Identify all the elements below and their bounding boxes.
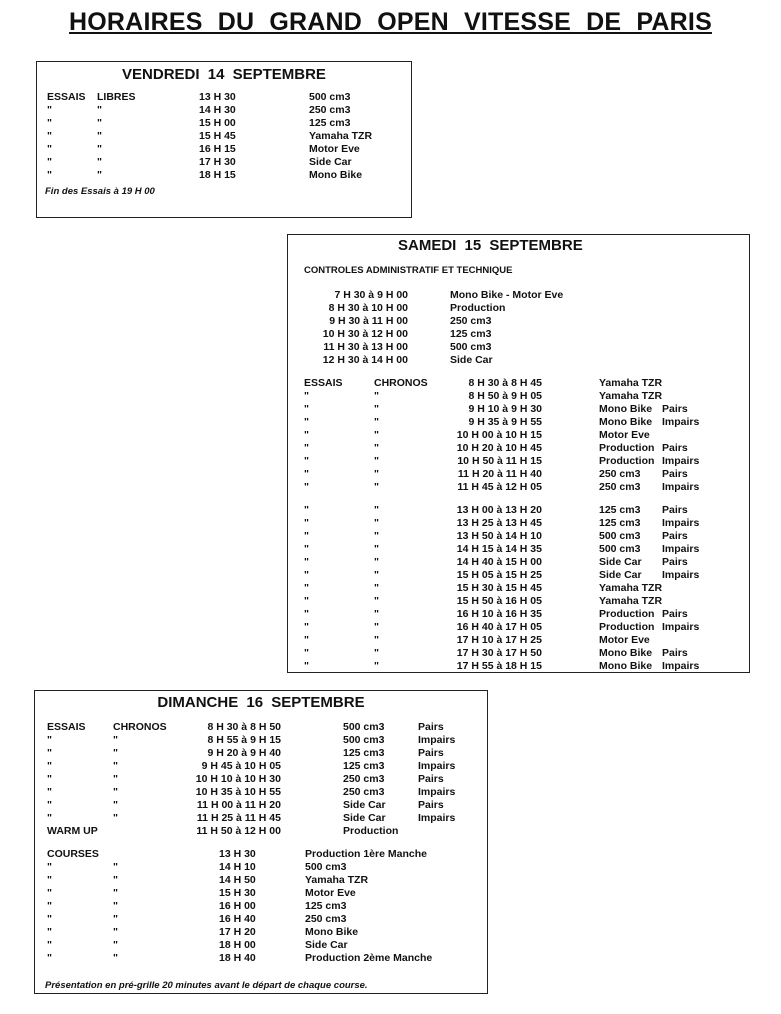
session-label: " (47, 773, 52, 785)
session-sublabel: LIBRES (97, 91, 136, 103)
session-sublabel: " (113, 773, 118, 785)
session-label: " (304, 634, 309, 646)
group-cell: Impairs (662, 569, 700, 581)
group-cell: Impairs (662, 543, 700, 555)
session-label: " (47, 747, 52, 759)
session-sublabel: " (113, 926, 118, 938)
session-label: " (304, 647, 309, 659)
vendredi-footer: Fin des Essais à 19 H 00 (45, 186, 155, 197)
session-label: ESSAIS (304, 377, 343, 389)
group-cell: Pairs (662, 468, 688, 480)
schedule-row (304, 556, 749, 569)
time-cell: 15 H 00 (199, 117, 236, 129)
dimanche-heading: DIMANCHE 16 SEPTEMBRE (157, 694, 365, 711)
schedule-row (47, 812, 487, 825)
time-range-cell: 11 H 20 à 11 H 40 (457, 468, 542, 480)
dimanche-essais-rows (35, 721, 487, 838)
group-cell: Pairs (662, 403, 688, 415)
time-range-cell: 17 H 55 à 18 H 15 (456, 660, 542, 672)
time-range-cell: 8 H 30 à 8 H 45 (468, 377, 542, 389)
session-sublabel: " (374, 556, 379, 568)
session-sublabel: " (374, 416, 379, 428)
session-label: " (304, 595, 309, 607)
session-label: " (304, 660, 309, 672)
time-range-cell: 13 H 25 à 13 H 45 (456, 517, 542, 529)
session-label: " (47, 913, 52, 925)
group-cell: Impairs (662, 455, 700, 467)
group-cell: Impairs (662, 481, 700, 493)
time-cell: 16 H 15 (199, 143, 236, 155)
category-cell: Production 2ème Manche (305, 952, 433, 964)
schedule-row (304, 429, 749, 442)
time-range-cell: 7 H 30 à 9 H 00 (334, 289, 408, 301)
time-cell: 13 H 30 (199, 91, 236, 103)
schedule-row (47, 926, 487, 939)
session-label: " (304, 582, 309, 594)
session-sublabel: " (113, 874, 118, 886)
category-cell: 250 cm3 (599, 481, 641, 493)
session-sublabel: CHRONOS (374, 377, 428, 389)
schedule-row (47, 169, 411, 182)
session-label: " (304, 403, 309, 415)
time-range-cell: 10 H 10 à 10 H 30 (195, 773, 281, 785)
category-cell: 125 cm3 (309, 117, 351, 129)
schedule-row (47, 747, 487, 760)
schedule-row (304, 377, 749, 390)
category-cell: Side Car (450, 354, 493, 366)
category-cell: 125 cm3 (599, 504, 641, 516)
session-label: WARM UP (47, 825, 98, 837)
group-cell: Impairs (418, 760, 456, 772)
dimanche-courses-rows (35, 848, 487, 965)
session-sublabel: " (113, 913, 118, 925)
category-cell: Yamaha TZR (599, 595, 663, 607)
category-cell: 250 cm3 (305, 913, 347, 925)
category-cell: 500 cm3 (343, 734, 385, 746)
category-cell: Mono Bike (599, 647, 653, 659)
dimanche-schedule-box (34, 690, 488, 994)
session-label: " (304, 621, 309, 633)
schedule-row (304, 481, 749, 494)
group-cell: Impairs (418, 786, 456, 798)
time-range-cell: 9 H 45 à 10 H 05 (201, 760, 281, 772)
time-range-cell: 10 H 50 à 11 H 15 (457, 455, 542, 467)
session-label: " (47, 734, 52, 746)
schedule-row (304, 455, 749, 468)
session-label: " (47, 786, 52, 798)
category-cell: Production 1ère Manche (305, 848, 427, 860)
time-range-cell: 9 H 35 à 9 H 55 (468, 416, 542, 428)
session-sublabel: " (374, 647, 379, 659)
session-label: " (47, 887, 52, 899)
time-range-cell: 11 H 45 à 12 H 05 (457, 481, 542, 493)
category-cell: Mono Bike (599, 416, 653, 428)
category-cell: Motor Eve (309, 143, 360, 155)
category-cell: Yamaha TZR (599, 582, 663, 594)
group-cell: Impairs (418, 734, 456, 746)
time-range-cell: 15 H 50 à 16 H 05 (456, 595, 542, 607)
schedule-row (298, 302, 749, 315)
category-cell: 500 cm3 (450, 341, 492, 353)
session-sublabel: " (97, 169, 102, 181)
schedule-row (304, 621, 749, 634)
schedule-row (47, 874, 487, 887)
time-range-cell: 8 H 30 à 10 H 00 (328, 302, 408, 314)
session-sublabel: " (374, 634, 379, 646)
session-label: " (304, 543, 309, 555)
category-cell: Side Car (599, 569, 642, 581)
category-cell: 250 cm3 (309, 104, 351, 116)
session-sublabel: " (113, 799, 118, 811)
schedule-row (304, 416, 749, 429)
session-sublabel: " (97, 143, 102, 155)
session-sublabel: " (113, 887, 118, 899)
schedule-row (304, 403, 749, 416)
session-label: " (304, 556, 309, 568)
session-sublabel: " (113, 786, 118, 798)
schedule-row (47, 773, 487, 786)
session-sublabel: " (113, 747, 118, 759)
session-sublabel: " (374, 595, 379, 607)
group-cell: Pairs (662, 647, 688, 659)
session-label: " (47, 900, 52, 912)
schedule-row (304, 569, 749, 582)
session-label: " (47, 861, 52, 873)
schedule-row (304, 390, 749, 403)
time-cell: 18 H 00 (219, 939, 256, 951)
group-cell: Impairs (662, 416, 700, 428)
schedule-row (298, 328, 749, 341)
session-label: " (47, 939, 52, 951)
schedule-row (47, 799, 487, 812)
time-range-cell: 17 H 10 à 17 H 25 (456, 634, 542, 646)
category-cell: Motor Eve (599, 429, 650, 441)
category-cell: 500 cm3 (599, 543, 641, 555)
time-range-cell: 9 H 10 à 9 H 30 (468, 403, 542, 415)
schedule-row (47, 913, 487, 926)
category-cell: 500 cm3 (343, 721, 385, 733)
category-cell: Production (450, 302, 506, 314)
category-cell: Mono Bike - Motor Eve (450, 289, 564, 301)
schedule-row (304, 530, 749, 543)
schedule-row (47, 887, 487, 900)
session-label: " (304, 504, 309, 516)
schedule-row (298, 315, 749, 328)
schedule-row (304, 517, 749, 530)
session-label: ESSAIS (47, 91, 86, 103)
category-cell: Yamaha TZR (305, 874, 369, 886)
session-sublabel: " (374, 403, 379, 415)
time-range-cell: 9 H 30 à 11 H 00 (329, 315, 408, 327)
category-cell: 125 cm3 (305, 900, 347, 912)
time-cell: 14 H 50 (219, 874, 256, 886)
schedule-row (304, 442, 749, 455)
time-cell: 18 H 15 (199, 169, 236, 181)
group-cell: Pairs (418, 747, 444, 759)
time-cell: 13 H 30 (219, 848, 256, 860)
time-cell: 17 H 20 (219, 926, 256, 938)
group-cell: Pairs (418, 799, 444, 811)
schedule-row (47, 952, 487, 965)
category-cell: 250 cm3 (450, 315, 492, 327)
session-label: " (47, 926, 52, 938)
group-cell: Pairs (662, 442, 688, 454)
time-range-cell: 17 H 30 à 17 H 50 (456, 647, 542, 659)
schedule-row (304, 543, 749, 556)
session-label: " (47, 874, 52, 886)
time-range-cell: 10 H 20 à 10 H 45 (456, 442, 542, 454)
group-cell: Pairs (662, 556, 688, 568)
session-sublabel: " (374, 569, 379, 581)
category-cell: 500 cm3 (309, 91, 351, 103)
category-cell: Side Car (599, 556, 642, 568)
category-cell: 125 cm3 (343, 760, 385, 772)
session-label: " (47, 812, 52, 824)
session-sublabel: " (374, 429, 379, 441)
schedule-row (304, 582, 749, 595)
time-range-cell: 14 H 40 à 15 H 00 (456, 556, 542, 568)
vendredi-rows (37, 91, 411, 182)
schedule-row (47, 900, 487, 913)
session-sublabel: " (374, 517, 379, 529)
session-sublabel: " (113, 939, 118, 951)
category-cell: Side Car (305, 939, 348, 951)
time-range-cell: 10 H 00 à 10 H 15 (456, 429, 542, 441)
vendredi-heading: VENDREDI 14 SEPTEMBRE (122, 66, 326, 83)
session-label: " (47, 156, 52, 168)
session-sublabel: " (374, 468, 379, 480)
vendredi-schedule-box (36, 61, 412, 218)
time-range-cell: 11 H 00 à 11 H 20 (196, 799, 281, 811)
session-label: " (47, 169, 52, 181)
time-cell: 17 H 30 (199, 156, 236, 168)
controles-label: CONTROLES ADMINISTRATIF ET TECHNIQUE (304, 265, 513, 276)
session-label: " (304, 442, 309, 454)
time-range-cell: 9 H 20 à 9 H 40 (207, 747, 281, 759)
schedule-row (47, 848, 487, 861)
category-cell: Production (599, 455, 655, 467)
schedule-row (304, 595, 749, 608)
schedule-row (298, 354, 749, 367)
session-label: " (304, 416, 309, 428)
category-cell: Side Car (309, 156, 352, 168)
group-cell: Pairs (418, 721, 444, 733)
session-sublabel: " (374, 608, 379, 620)
schedule-row (47, 786, 487, 799)
session-sublabel: " (374, 442, 379, 454)
session-sublabel: " (113, 952, 118, 964)
session-label: " (304, 455, 309, 467)
session-label: " (304, 481, 309, 493)
time-range-cell: 11 H 25 à 11 H 45 (196, 812, 281, 824)
session-sublabel: " (374, 543, 379, 555)
session-label: " (304, 608, 309, 620)
session-label: " (304, 530, 309, 542)
category-cell: Mono Bike (305, 926, 359, 938)
session-sublabel: " (374, 660, 379, 672)
controles-rows (288, 289, 749, 367)
schedule-row (47, 734, 487, 747)
category-cell: 250 cm3 (599, 468, 641, 480)
group-cell: Pairs (662, 608, 688, 620)
time-cell: 15 H 30 (219, 887, 256, 899)
time-range-cell: 8 H 50 à 9 H 05 (468, 390, 542, 402)
category-cell: Motor Eve (305, 887, 356, 899)
session-label: " (47, 117, 52, 129)
schedule-row (47, 117, 411, 130)
time-range-cell: 13 H 00 à 13 H 20 (456, 504, 542, 516)
session-sublabel: " (113, 812, 118, 824)
schedule-row (47, 825, 487, 838)
category-cell: Mono Bike (599, 660, 653, 672)
category-cell: Yamaha TZR (309, 130, 373, 142)
samedi-essais-block-2 (288, 504, 749, 673)
category-cell: 250 cm3 (343, 786, 385, 798)
session-label: " (47, 130, 52, 142)
time-range-cell: 11 H 50 à 12 H 00 (196, 825, 281, 837)
category-cell: Production (343, 825, 399, 837)
schedule-row (47, 939, 487, 952)
schedule-row (304, 468, 749, 481)
session-label: " (304, 569, 309, 581)
session-label: " (47, 760, 52, 772)
schedule-row (47, 760, 487, 773)
session-sublabel: " (374, 582, 379, 594)
session-label: " (47, 952, 52, 964)
page-title: HORAIRES DU GRAND OPEN VITESSE DE PARIS (69, 8, 712, 36)
session-sublabel: " (374, 530, 379, 542)
time-range-cell: 8 H 55 à 9 H 15 (207, 734, 281, 746)
dimanche-footer: Présentation en pré-grille 20 minutes avant le départ de chaque course. (45, 980, 368, 991)
schedule-row (47, 104, 411, 117)
category-cell: Mono Bike (599, 403, 653, 415)
schedule-row (304, 634, 749, 647)
session-sublabel: " (374, 504, 379, 516)
session-sublabel: " (97, 117, 102, 129)
schedule-row (304, 504, 749, 517)
session-sublabel: " (374, 481, 379, 493)
group-cell: Pairs (418, 773, 444, 785)
category-cell: Mono Bike (309, 169, 363, 181)
group-cell: Impairs (662, 517, 700, 529)
session-sublabel: " (113, 861, 118, 873)
time-cell: 14 H 10 (219, 861, 256, 873)
category-cell: 125 cm3 (450, 328, 492, 340)
time-cell: 16 H 00 (219, 900, 256, 912)
time-range-cell: 8 H 30 à 8 H 50 (207, 721, 281, 733)
samedi-essais-block-1 (288, 377, 749, 494)
session-sublabel: " (97, 130, 102, 142)
time-cell: 18 H 40 (219, 952, 256, 964)
time-range-cell: 10 H 35 à 10 H 55 (195, 786, 281, 798)
group-cell: Impairs (662, 621, 700, 633)
category-cell: Side Car (343, 799, 386, 811)
time-cell: 14 H 30 (199, 104, 236, 116)
time-cell: 15 H 45 (199, 130, 236, 142)
session-sublabel: CHRONOS (113, 721, 167, 733)
category-cell: 125 cm3 (599, 517, 641, 529)
session-label: COURSES (47, 848, 99, 860)
category-cell: Production (599, 442, 655, 454)
category-cell: Motor Eve (599, 634, 650, 646)
session-label: " (304, 468, 309, 480)
schedule-row (304, 608, 749, 621)
time-cell: 16 H 40 (219, 913, 256, 925)
category-cell: 250 cm3 (343, 773, 385, 785)
time-range-cell: 16 H 10 à 16 H 35 (456, 608, 542, 620)
session-sublabel: " (97, 104, 102, 116)
group-cell: Impairs (418, 812, 456, 824)
session-label: ESSAIS (47, 721, 86, 733)
session-sublabel: " (374, 390, 379, 402)
schedule-row (47, 130, 411, 143)
session-sublabel: " (113, 900, 118, 912)
session-label: " (47, 143, 52, 155)
time-range-cell: 11 H 30 à 13 H 00 (323, 341, 408, 353)
schedule-row (47, 721, 487, 734)
session-sublabel: " (113, 760, 118, 772)
session-label: " (47, 104, 52, 116)
schedule-row (47, 861, 487, 874)
schedule-row (304, 647, 749, 660)
time-range-cell: 15 H 05 à 15 H 25 (456, 569, 542, 581)
schedule-row (298, 289, 749, 302)
schedule-row (47, 143, 411, 156)
time-range-cell: 13 H 50 à 14 H 10 (456, 530, 542, 542)
time-range-cell: 12 H 30 à 14 H 00 (322, 354, 408, 366)
session-label: " (304, 429, 309, 441)
category-cell: 125 cm3 (343, 747, 385, 759)
session-sublabel: " (374, 455, 379, 467)
session-label: " (304, 517, 309, 529)
time-range-cell: 14 H 15 à 14 H 35 (456, 543, 542, 555)
category-cell: Production (599, 621, 655, 633)
time-range-cell: 15 H 30 à 15 H 45 (456, 582, 542, 594)
samedi-heading: SAMEDI 15 SEPTEMBRE (398, 237, 583, 254)
schedule-row (47, 156, 411, 169)
session-label: " (304, 390, 309, 402)
category-cell: 500 cm3 (599, 530, 641, 542)
category-cell: Yamaha TZR (599, 390, 663, 402)
session-sublabel: " (374, 621, 379, 633)
group-cell: Impairs (662, 660, 700, 672)
category-cell: 500 cm3 (305, 861, 347, 873)
time-range-cell: 10 H 30 à 12 H 00 (322, 328, 408, 340)
session-sublabel: " (97, 156, 102, 168)
category-cell: Yamaha TZR (599, 377, 663, 389)
schedule-row (298, 341, 749, 354)
schedule-row (47, 91, 411, 104)
time-range-cell: 16 H 40 à 17 H 05 (456, 621, 542, 633)
session-sublabel: " (113, 734, 118, 746)
category-cell: Production (599, 608, 655, 620)
session-label: " (47, 799, 52, 811)
group-cell: Pairs (662, 530, 688, 542)
category-cell: Side Car (343, 812, 386, 824)
schedule-row (304, 660, 749, 673)
samedi-schedule-box (287, 234, 750, 673)
group-cell: Pairs (662, 504, 688, 516)
